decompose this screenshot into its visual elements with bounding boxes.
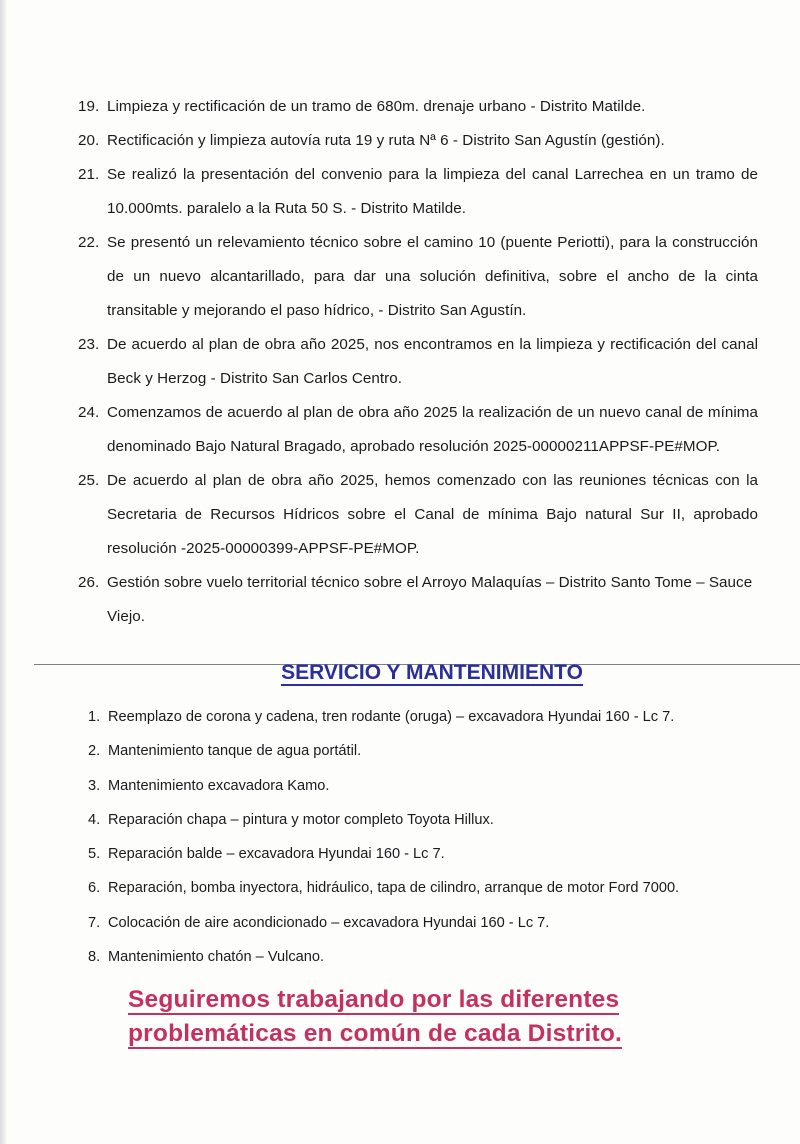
item-number: 22. — [78, 234, 100, 251]
item-number: 1. — [88, 709, 101, 725]
closing-statement — [128, 983, 768, 1051]
closing-line-1-text: Seguiremos trabajando por las diferentes — [128, 986, 620, 1013]
item-text: Comenzamos de acuerdo al plan de obra año 2025 la realización de un nuevo canal de mínima denominado Bajo Natural Bragado, aprobado resolución 2025-00000211APPSF-PE#MOP. — [107, 404, 758, 455]
item-text: Mantenimiento tanque de agua portátil. — [108, 743, 362, 760]
service-list — [88, 700, 778, 974]
item-text: Reemplazo de corona y cadena, tren rodante (oruga) – excavadora Hyundai 160 - Lc 7. — [108, 709, 675, 725]
item-text: Reparación balde – excavadora Hyundai 160 - Lc 7. — [108, 846, 445, 863]
service-item — [88, 940, 778, 974]
closing-line-2-text: problemáticas en común de cada Distrito. — [128, 1020, 623, 1047]
item-number: 8. — [88, 949, 101, 966]
item-number: 4. — [88, 811, 101, 828]
service-item — [88, 803, 778, 837]
item-number: 21. — [78, 166, 100, 183]
item-text: Se presentó un relevamiento técnico sobre el camino 10 (puente Periotti), para la construcción de un nuevo alcantarillado, para dar una solución definitiva, sobre el ancho de la cinta transitable y mejorando el paso hídrico, - Distrito San Agustín. — [107, 234, 758, 319]
section-title — [0, 661, 800, 685]
closing-line-1 — [128, 983, 768, 1017]
item-text: Gestión sobre vuelo territorial técnico sobre el Arroyo Malaquías – Distrito Santo Tome – Sauce Viejo. — [107, 574, 753, 625]
list-item — [78, 566, 758, 634]
item-number: 20. — [78, 132, 100, 149]
item-number: 23. — [78, 336, 100, 353]
section-title-text: SERVICIO Y MANTENIMIENTO — [281, 661, 583, 684]
list-item — [78, 328, 758, 396]
item-number: 7. — [88, 914, 101, 931]
service-item — [88, 837, 778, 871]
list-item — [78, 226, 758, 328]
list-item — [78, 464, 758, 566]
service-item — [88, 871, 778, 905]
item-text: Reparación, bomba inyectora, hidráulico, tapa de cilindro, arranque de motor Ford 7000. — [108, 880, 680, 897]
item-text: Rectificación y limpieza autovía ruta 19 y ruta Nª 6 - Distrito San Agustín (gestión). — [107, 132, 665, 149]
item-number: 24. — [78, 404, 100, 421]
closing-line-2 — [128, 1017, 768, 1051]
item-number: 26. — [78, 574, 100, 591]
item-text: Limpieza y rectificación de un tramo de 680m. drenaje urbano - Distrito Matilde. — [107, 98, 646, 115]
list-item — [78, 90, 758, 124]
item-number: 3. — [88, 777, 101, 794]
item-number: 6. — [88, 880, 101, 897]
list-item — [78, 124, 758, 158]
item-text: Se realizó la presentación del convenio para la limpieza del canal Larrechea en un tramo de 10.000mts. paralelo a la Ruta 50 S. - Distrito Matilde. — [107, 166, 758, 217]
item-text: Mantenimiento chatón – Vulcano. — [108, 949, 325, 966]
item-number: 5. — [88, 846, 101, 863]
item-text: De acuerdo al plan de obra año 2025, nos encontramos en la limpieza y rectificación del canal Beck y Herzog - Distrito San Carlos Centro. — [107, 336, 758, 387]
list-item — [78, 158, 758, 226]
item-text: De acuerdo al plan de obra año 2025, hemos comenzado con las reuniones técnicas con la Secretaria de Recursos Hídricos sobre el Canal de mínima Bajo natural Sur II, aprobado resolución -2025-00000399-APPSF-PE#MOP. — [107, 472, 758, 557]
list-item — [78, 396, 758, 464]
scan-edge — [0, 0, 6, 1144]
service-item — [88, 906, 778, 940]
item-text: Mantenimiento excavadora Kamo. — [108, 777, 330, 794]
item-number: 19. — [78, 98, 100, 115]
service-item — [88, 769, 778, 803]
service-item — [88, 700, 778, 734]
activity-list — [78, 90, 758, 634]
item-text: Reparación chapa – pintura y motor completo Toyota Hillux. — [108, 811, 494, 828]
item-text: Colocación de aire acondicionado – excavadora Hyundai 160 - Lc 7. — [108, 914, 550, 931]
service-item — [88, 734, 778, 768]
item-number: 2. — [88, 743, 101, 760]
item-number: 25. — [78, 472, 100, 489]
